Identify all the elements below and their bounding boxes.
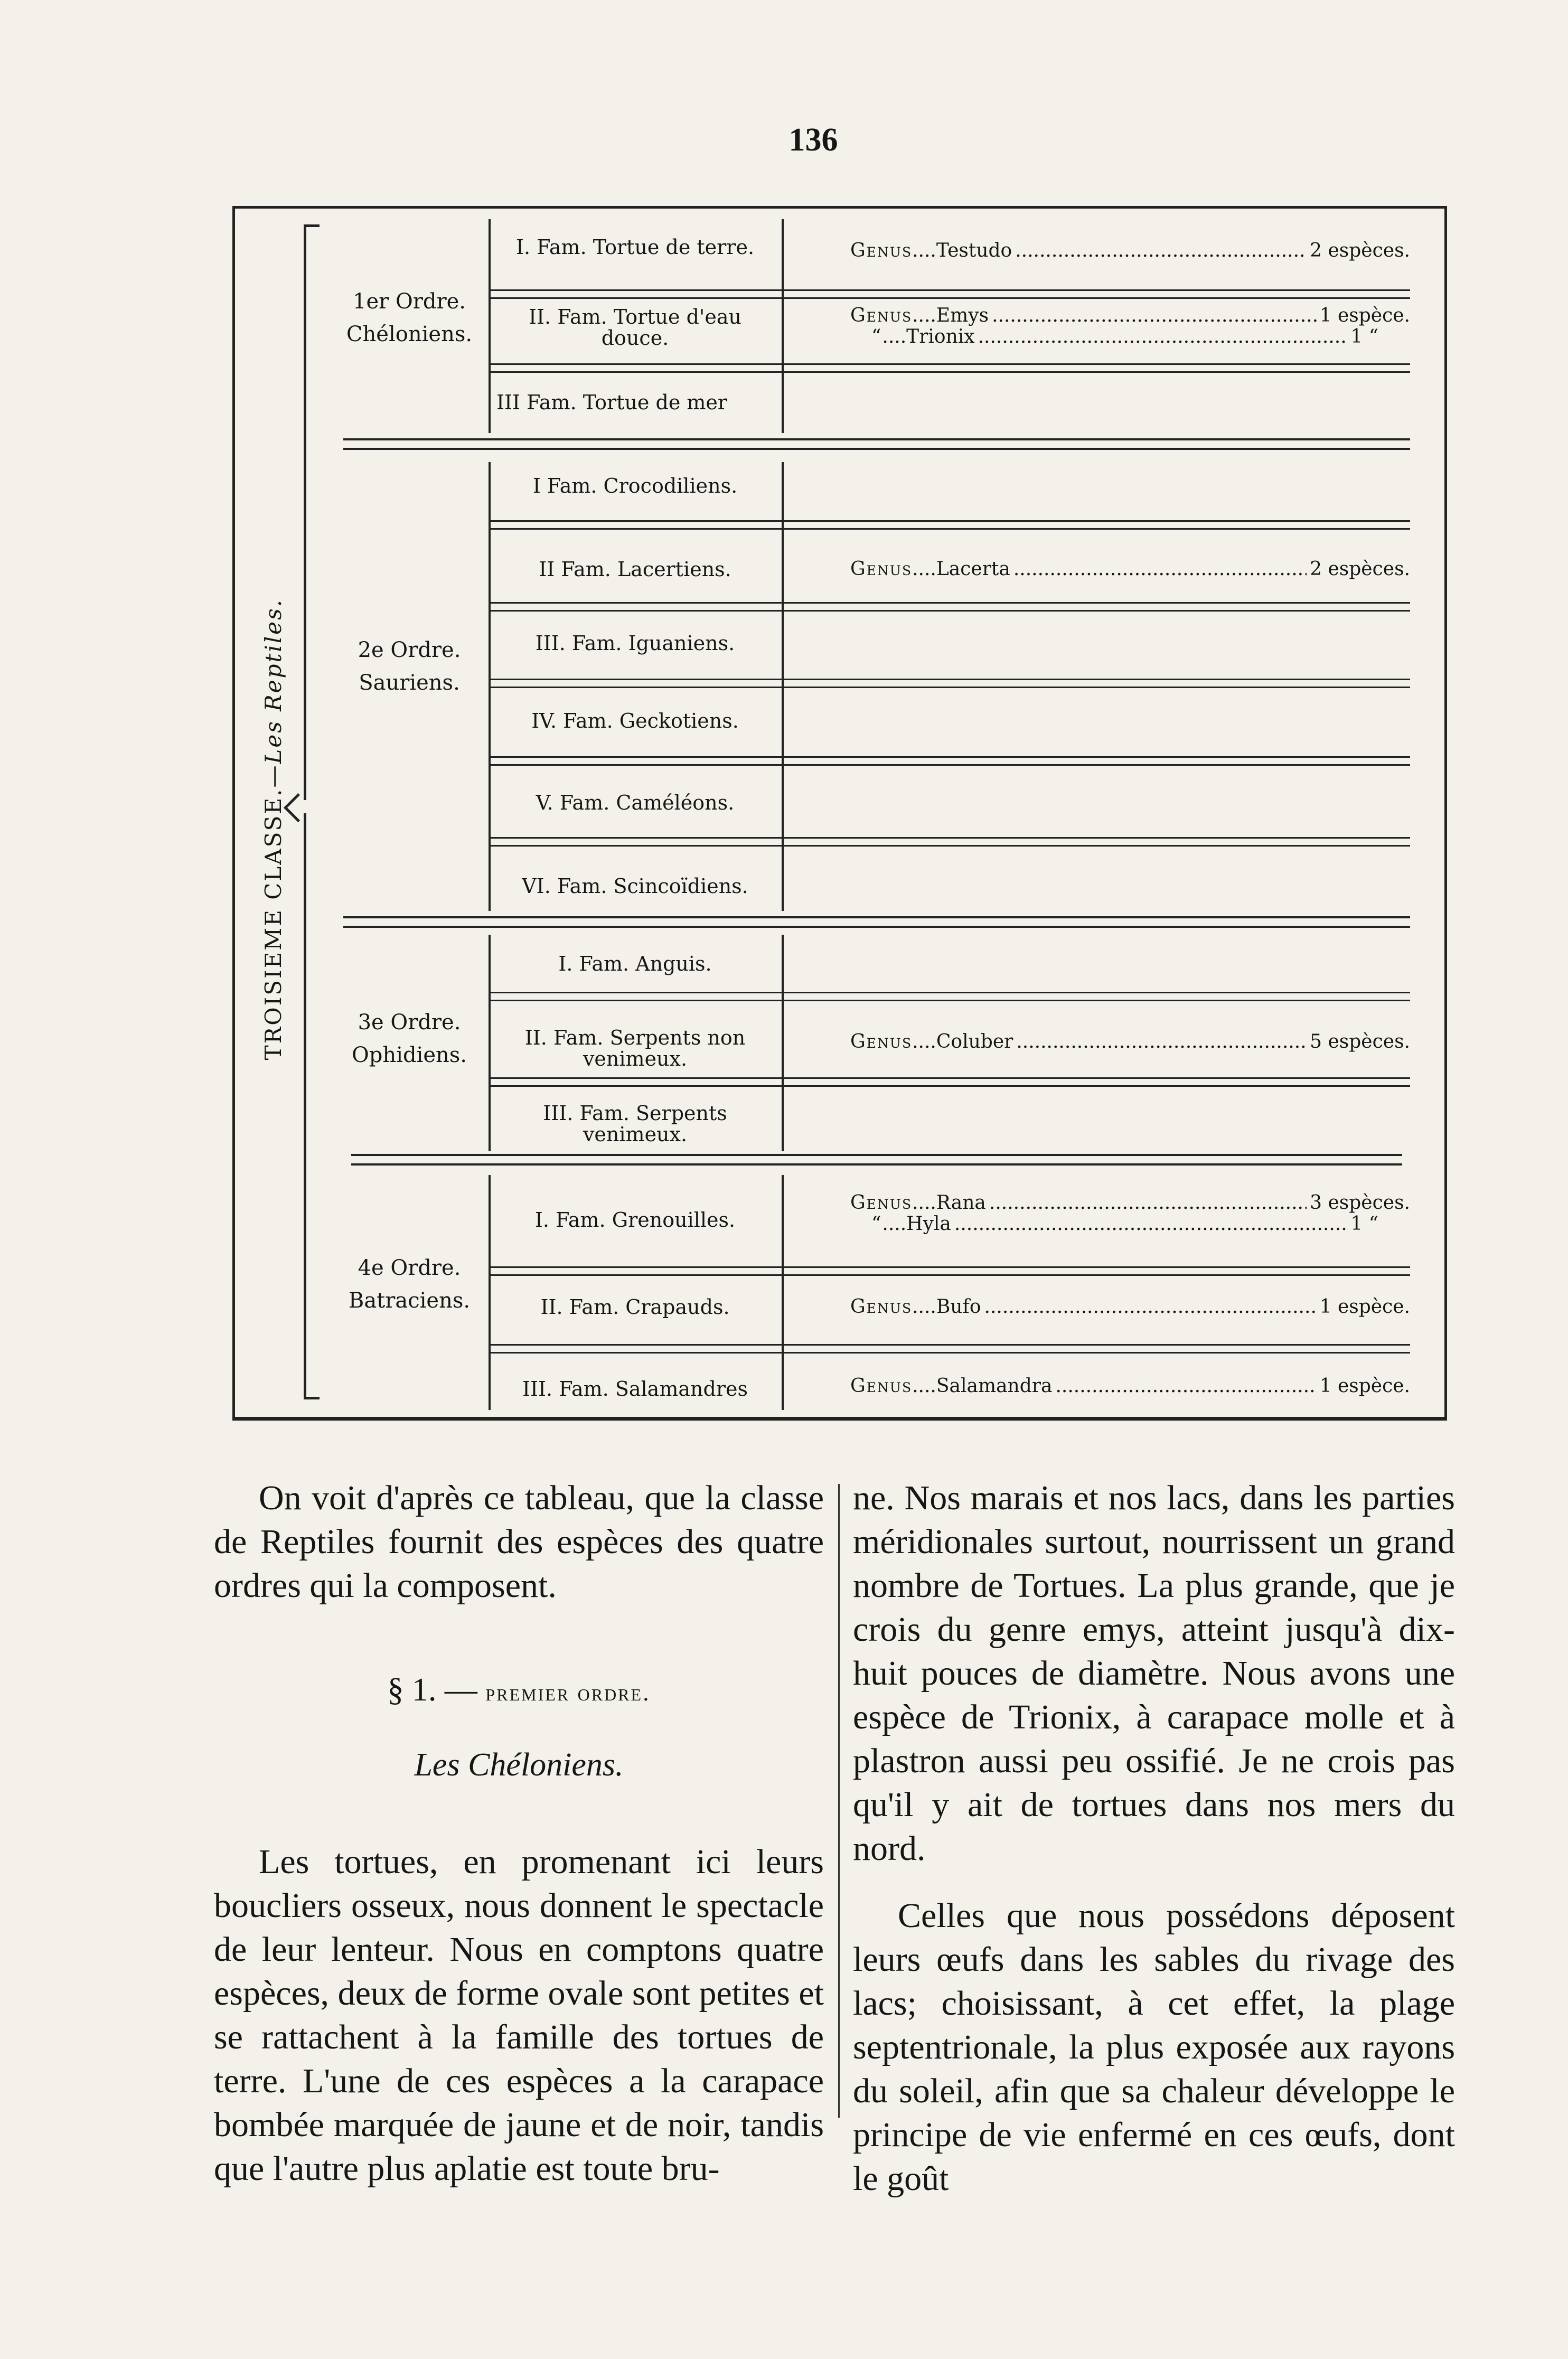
order-number: 2e Ordre. [358,638,461,662]
family-column-rule [489,935,491,1151]
family-separator [489,602,1410,612]
family-label: III. Fam. Iguaniens. [535,632,735,655]
family-separator [489,289,1410,299]
genus-label: Genus [850,558,913,580]
genus-column-rule [782,462,784,911]
order-separator [343,916,1410,928]
order-name: Sauriens. [359,671,460,695]
species-count: 1 “ [1350,326,1378,347]
family-label: III. Fam. Salamandres [522,1377,748,1401]
genus-label: “ [871,1213,882,1235]
family-label: I. Fam. Grenouilles. [534,1208,736,1232]
genus-row [850,240,1410,261]
genus-label: Genus [850,1192,913,1214]
order-separator [343,438,1410,450]
order-label-chelonians [338,285,481,351]
species-count: 1 “ [1350,1213,1378,1235]
order-label-batracians [338,1252,481,1317]
order-number: 3e Ordre. [358,1010,461,1035]
order-name: Ophidiens. [351,1043,467,1067]
species-count: 2 espèces. [1310,240,1410,261]
order-name: Chéloniens. [346,322,473,346]
family-separator [489,837,1410,847]
body-paragraph: Celles que nous possédons déposent leurs œufs dans les sables du rivage des lacs; choisissant, à cet effet, la plage septentrionale, la plus exposée aux rayons du soleil, afin que sa chaleur développe le principe de vie enfermé en ces œufs, dont le goût [853,1896,1455,2198]
family-label: II. Fam. Serpents non venimeux. [524,1026,746,1070]
family-label: VI. Fam. Scincoïdiens. [522,875,748,898]
family-label: II. Fam. Crapauds. [540,1295,730,1319]
genus-row [850,1214,1410,1235]
family-label: IV. Fam. Geckotiens. [531,709,739,732]
order-separator [351,1154,1402,1166]
family-column-rule [489,462,491,911]
species-count: 1 espèce. [1319,1375,1410,1397]
genus-label: Genus [850,1031,913,1052]
class-label-italic: Les Reptiles. [260,598,286,764]
class-brace-bottom-hook [304,1397,320,1399]
family-label: I Fam. Crocodiliens. [532,474,738,497]
section-subtitle: Les Chéloniens. [414,1747,624,1783]
genus-name: ....Lacerta [912,558,1010,580]
genus-name: ....Testudo [912,240,1012,261]
classification-table [232,206,1447,1421]
family-column-rule [489,219,491,433]
family-label: II. Fam. Tortue d'eau douce. [529,305,741,350]
genus-row [850,1376,1410,1397]
family-separator [489,520,1410,530]
genus-column-rule [782,219,784,433]
body-paragraph: Les tortues, en promenant ici leurs boucliers osseux, nous donnent le spectacle de leur lenteur. Nous en comptons quatre espèces, deux de forme ovale sont petites et se rattachent à la famille des tortues de terre. L'une de ces espèces a la carapace bombée marquée de jaune et de noir, tandis que l'autre plus aplatie est toute bru- [214,1843,824,2188]
species-count: 1 espèce. [1319,305,1410,326]
class-brace-lower [304,813,306,1399]
family-label: II Fam. Lacertiens. [539,558,731,581]
genus-name: ....Coluber [912,1031,1013,1052]
genus-row [850,305,1410,326]
right-text-column [853,1476,1455,2201]
class-label [244,570,302,1088]
genus-label: Genus [850,1296,913,1318]
genus-row [850,559,1410,580]
family-separator [489,679,1410,688]
left-text-column [214,1476,824,2191]
family-separator [489,363,1410,373]
class-brace-upper [304,227,306,800]
genus-label: Genus [850,240,913,261]
genus-name: ....Salamandra [912,1375,1053,1397]
section-number: § 1. — [387,1672,477,1708]
genus-label: Genus [850,305,913,326]
section-title: premier ordre. [485,1679,651,1706]
family-separator [489,992,1410,1001]
genus-column-rule [782,935,784,1151]
body-paragraph: ne. Nos marais et nos lacs, dans les parties méridionales surtout, nourrissent un grand nombre de Tortues. La plus grande, que je crois du genre emys, atteint jusqu'à dix-huit pouces de diamètre. Nous avons une espèce de Trionix, à carapace molle et à plastron aussi peu ossifié. Je ne crois pas qu'il y ait de tortues dans nos mers du nord. [853,1479,1455,1868]
order-number: 4e Ordre. [358,1256,461,1280]
genus-name: ....Emys [912,305,989,326]
order-label-ophidians [338,1006,481,1072]
family-separator [489,756,1410,766]
species-count: 3 espèces. [1310,1192,1410,1214]
genus-name: ....Rana [912,1192,986,1214]
family-label: I. Fam. Anguis. [558,952,712,975]
family-label: III. Fam. Serpents venimeux. [543,1102,727,1146]
section-heading [214,1668,824,1714]
family-separator [489,1266,1410,1276]
family-column-rule [489,1175,491,1410]
family-separator [489,1344,1410,1354]
family-label: V. Fam. Caméléons. [536,791,735,814]
class-brace-top-hook [304,224,320,227]
genus-label: Genus [850,1375,913,1397]
genus-row [850,326,1410,347]
family-separator [489,1077,1410,1087]
species-count: 1 espèce. [1319,1296,1410,1318]
species-count: 5 espèces. [1310,1031,1410,1052]
family-label: I. Fam. Tortue de terre. [515,236,755,259]
order-label-saurians [338,634,481,699]
column-divider [838,1484,840,2118]
species-count: 2 espèces. [1310,558,1410,580]
genus-label: “ [871,326,882,347]
order-name: Batraciens. [348,1289,471,1313]
page-number: 136 [788,122,838,158]
genus-row [850,1192,1410,1214]
intro-paragraph: On voit d'après ce tableau, que la classe de Reptiles fournit des espèces des quatre ordres qui la composent. [214,1479,824,1605]
genus-row [850,1031,1410,1052]
class-label-text: TROISIEME CLASSE.— [260,764,286,1060]
genus-row [850,1296,1410,1318]
genus-name: ....Trionix [882,326,975,347]
genus-name: ....Hyla [882,1213,951,1235]
genus-name: ....Bufo [912,1296,981,1318]
family-label: III Fam. Tortue de mer [496,391,728,414]
order-number: 1er Ordre. [353,289,466,314]
genus-column-rule [782,1175,784,1410]
